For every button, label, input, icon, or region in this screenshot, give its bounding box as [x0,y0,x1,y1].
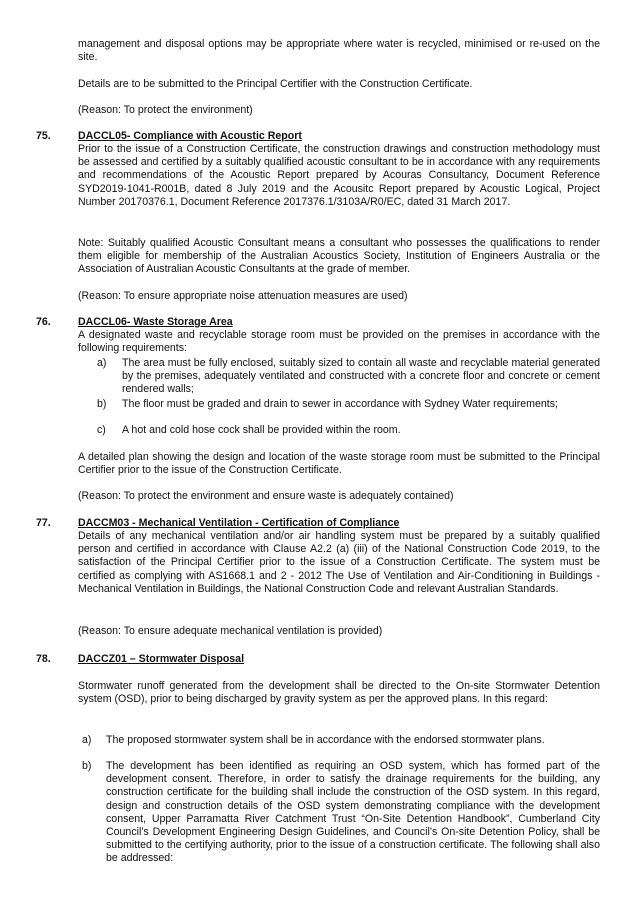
condition-body-77: Details of any mechanical ventilation and/or air handling system must be prepared by a suitably qualified person and certified in accordance with Clause A2.2 (a) (iii) of the National Construction Code 2019, to the satisfaction of the Principal Certifier prior to the issue of a Construction Certificate. The system must be certified as complying with AS1668.1 and 2 - 2012 The Use of Ventilation and Air-Conditioning in Buildings - Mechanical Ventilation in Buildings, the National Construction Code and relevant Australian Standards. [78,530,600,595]
condition-heading-77: DACCM03 - Mechanical Ventilation - Certification of Compliance [78,517,400,529]
condition-number-75: 75. [36,130,51,142]
condition-body-76: A designated waste and recyclable storage room must be provided on the premises in accordance with the following requirements: [78,329,600,355]
list-item-text: The area must be fully enclosed, suitably sized to contain all waste and recyclable material generated by the premises, adequately ventilated and constructed with a concrete floor and concrete or cement rendered walls; [122,357,600,396]
list-item-label: b) [82,760,92,772]
condition-body-75: Prior to the issue of a Construction Certificate, the construction drawings and construction methodology must be assessed and certified by a suitably qualified acoustic consultant to be in accordance with any requirements and recommendations of the Acoustic Report prepared by Acouras Consultancy, Document Reference SYD2019-1041-R001B, dated 8 July 2019 and the Acousitc Report prepared by Acoustic Logical, Project Number 20170376.1, Document Reference 2017376.1/3103A/R0/EC, dated 31 March 2017. [78,143,600,208]
list-item-label: a) [97,357,107,369]
condition-after-76: A detailed plan showing the design and location of the waste storage room must be submitted to the Principal Certifier prior to the issue of the Construction Certificate. [78,451,600,477]
condition-reason-76: (Reason: To protect the environment and ensure waste is adequately contained) [78,490,454,502]
condition-reason-75: (Reason: To ensure appropriate noise attenuation measures are used) [78,290,408,302]
condition-heading-75: DACCL05- Compliance with Acoustic Report [78,130,302,142]
list-item-label: a) [82,734,92,746]
intro-reason: (Reason: To protect the environment) [78,104,253,116]
condition-number-76: 76. [36,316,51,328]
intro-paragraph: management and disposal options may be appropriate where water is recycled, minimised or re-used on the site. [78,38,600,64]
list-item-text: The floor must be graded and drain to sewer in accordance with Sydney Water requirements; [122,398,558,410]
condition-reason-77: (Reason: To ensure adequate mechanical ventilation is provided) [78,625,383,637]
list-item-label: c) [97,424,106,436]
condition-heading-78: DACCZ01 – Stormwater Disposal [78,653,245,665]
intro-details: Details are to be submitted to the Principal Certifier with the Construction Certificate. [78,78,473,90]
condition-number-77: 77. [36,517,51,529]
condition-note-75: Note: Suitably qualified Acoustic Consultant means a consultant who possesses the qualifications to render them eligible for membership of the Australian Acoustics Society, Institution of Engineers Australia or the Association of Australian Acoustic Consultants at the grade of member. [78,237,600,276]
condition-heading-76: DACCL06- Waste Storage Area [78,316,233,328]
condition-number-78: 78. [36,653,51,665]
list-item-text: A hot and cold hose cock shall be provided within the room. [122,424,401,436]
list-item-text: The development has been identified as requiring an OSD system, which has formed part of the development consent. Therefore, in order to satisfy the drainage requirements for the building, any construction certificate for the building shall include the construction of the OSD system. In this regard, design and construction details of the OSD system demonstrating compliance with the development consent, Upper Parramatta River Catchment Trust “On-Site Detention Handbook”, Cumberland City Council’s Development Engineering Design Guidelines, and Council’s On-site Detention Policy, shall be submitted to the certifying authority, prior to the issue of a construction certificate. The following shall also be addressed: [106,760,600,865]
list-item-text: The proposed stormwater system shall be in accordance with the endorsed stormwater plans. [106,734,545,746]
list-item-label: b) [97,398,107,410]
condition-body-78: Stormwater runoff generated from the development shall be directed to the On-site Stormwater Detention system (OSD), prior to being discharged by gravity system as per the approved plans. In this regard: [78,680,600,706]
